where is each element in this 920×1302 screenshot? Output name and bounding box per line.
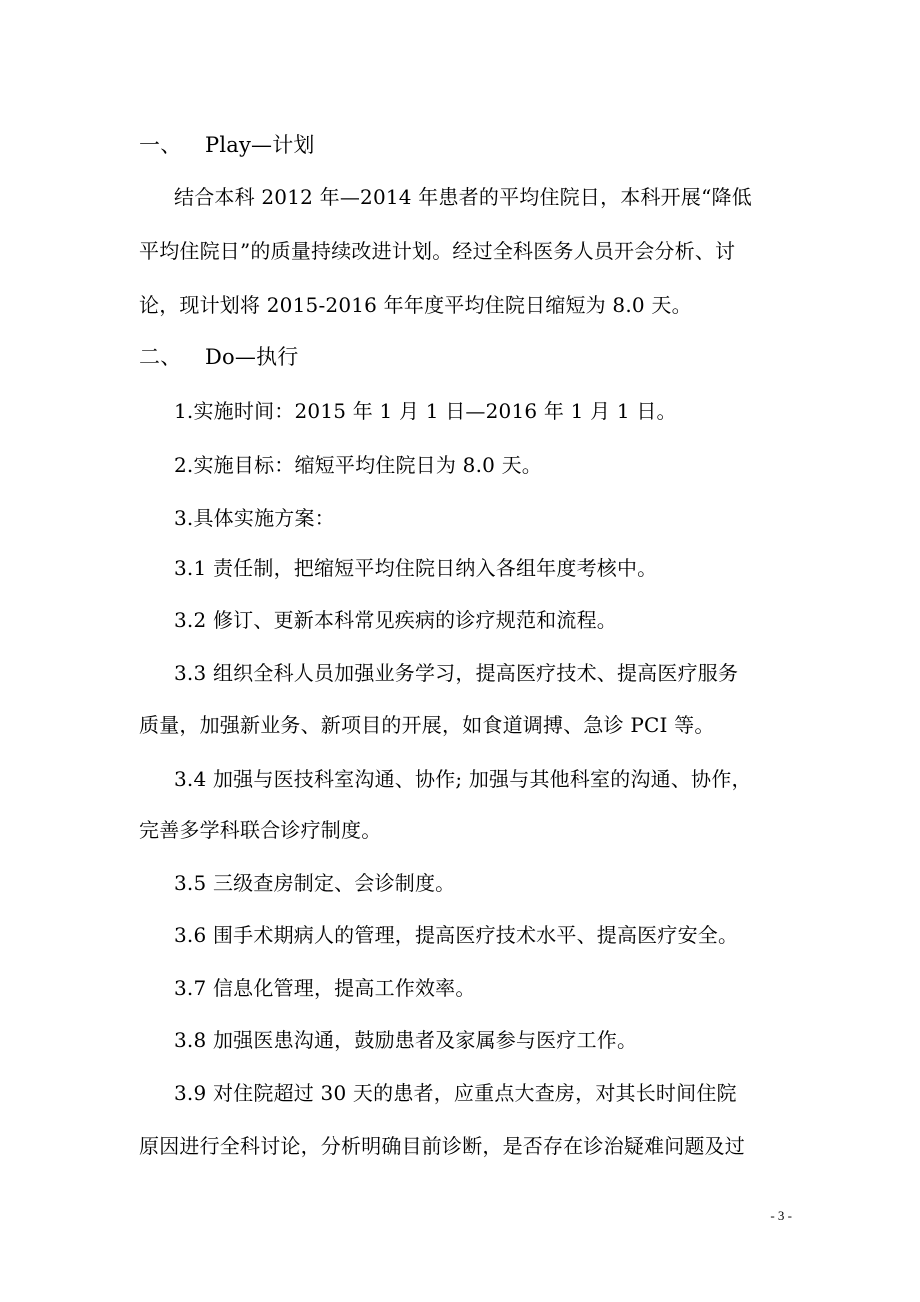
section-title: Do—执行	[205, 345, 299, 369]
list-item: 3.9 对住院超过 30 天的患者，应重点大查房，对其长时间住院	[174, 1081, 737, 1105]
list-item: 3.3 组织全科人员加强业务学习，提高医疗技术、提高医疗服务	[174, 661, 739, 685]
section-number: 二、	[139, 345, 182, 369]
page-number: - 3 -	[770, 1208, 792, 1223]
paragraph-line: 平均住院日”的质量持续改进计划。经过全科医务人员开会分析、讨	[139, 239, 736, 263]
list-item: 3.6 围手术期病人的管理，提高医疗技术水平、提高医疗安全。	[174, 923, 739, 947]
list-item: 3.5 三级查房制定、会诊制度。	[174, 871, 456, 895]
section-title: Play—计划	[205, 133, 315, 157]
section-number: 一、	[139, 133, 182, 157]
section-heading-plan	[139, 131, 789, 159]
paragraph-line: 结合本科 2012 年—2014 年患者的平均住院日，本科开展“降低	[174, 185, 752, 209]
list-item: 1.实施时间：2015 年 1 月 1 日—2016 年 1 月 1 日。	[174, 399, 677, 423]
list-item: 3.4 加强与医技科室沟通、协作; 加强与其他科室的沟通、协作，	[174, 767, 752, 791]
paragraph-line: 论，现计划将 2015-2016 年年度平均住院日缩短为 8.0 天。	[139, 293, 692, 317]
list-item: 2.实施目标：缩短平均住院日为 8.0 天。	[174, 453, 543, 477]
section-heading-do	[139, 343, 789, 371]
list-item-continuation: 完善多学科联合诊疗制度。	[139, 818, 382, 842]
list-item-continuation: 质量，加强新业务、新项目的开展，如食道调搏、急诊 PCI 等。	[139, 713, 715, 737]
list-item: 3.7 信息化管理，提高工作效率。	[174, 976, 476, 1000]
list-item: 3.1 责任制，把缩短平均住院日纳入各组年度考核中。	[174, 556, 658, 580]
list-item: 3.8 加强医患沟通，鼓励患者及家属参与医疗工作。	[174, 1028, 638, 1052]
list-item: 3.具体实施方案：	[174, 506, 335, 530]
list-item-continuation: 原因进行全科讨论，分析明确目前诊断，是否存在诊治疑难问题及过	[139, 1134, 745, 1158]
list-item: 3.2 修订、更新本科常见疾病的诊疗规范和流程。	[174, 608, 617, 632]
